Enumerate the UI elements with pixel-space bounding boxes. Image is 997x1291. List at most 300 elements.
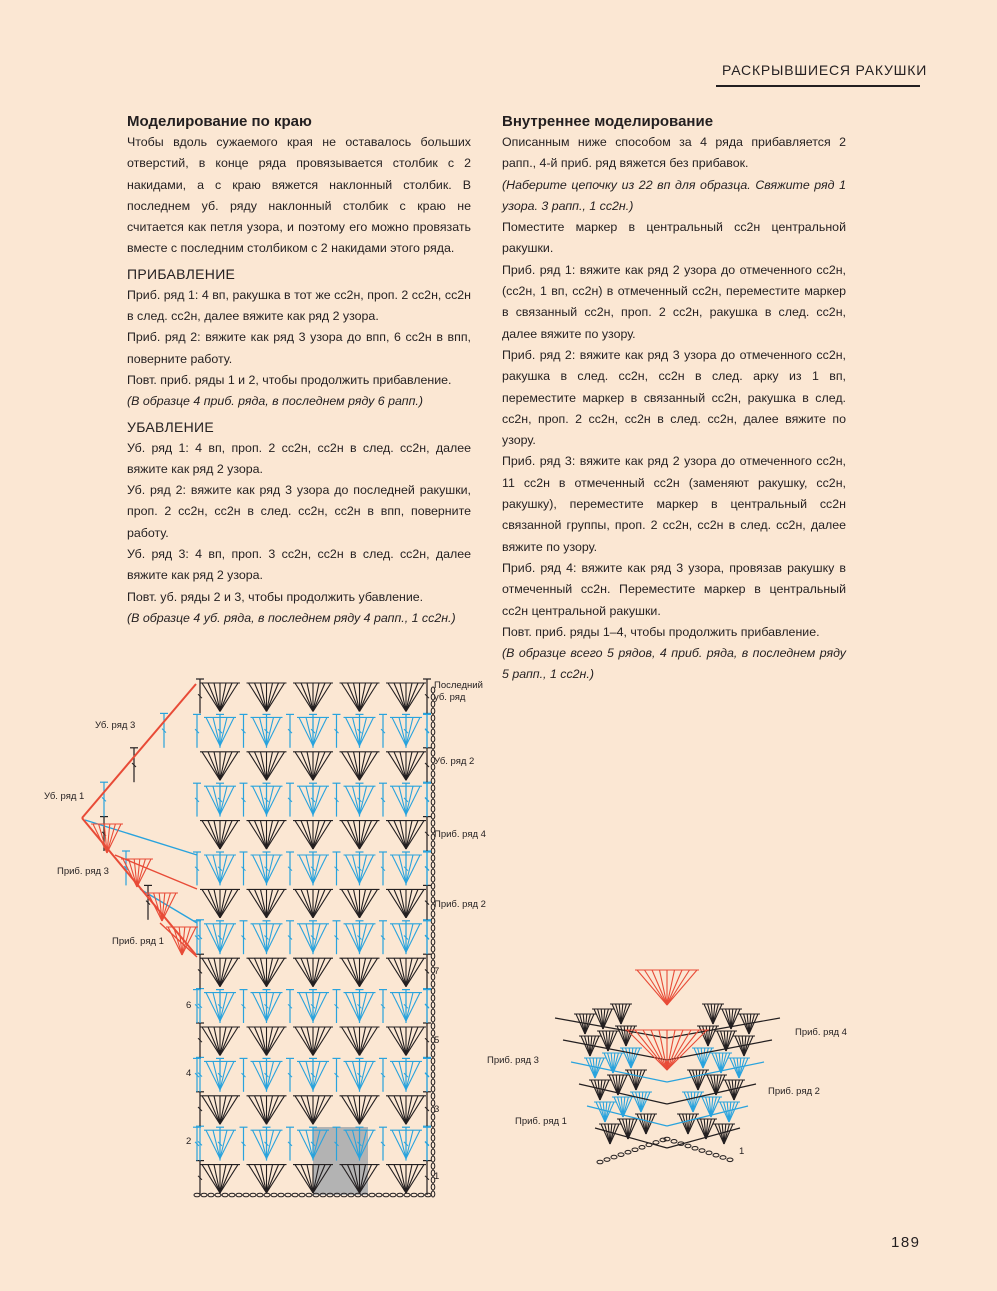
shell-stitch: [353, 855, 360, 883]
shell-stitch: [306, 1061, 313, 1089]
chevron-edge: [667, 1062, 764, 1082]
inc-note: (В образце 4 приб. ряда, в последнем ряду 6 рапп.): [127, 394, 423, 409]
chain-stitch: [431, 932, 435, 938]
chain-stitch: [431, 1184, 435, 1190]
shell-stitch: [255, 1096, 267, 1124]
chain-stitch: [671, 1140, 677, 1144]
shell-stitch: [208, 889, 220, 917]
label-row7: 7: [434, 966, 440, 977]
chain-stitch: [431, 1149, 435, 1155]
shell-stitch: [206, 924, 220, 952]
shell-stitch: [306, 1130, 313, 1158]
shell-stitch: [220, 993, 234, 1021]
chain-stitch: [720, 1156, 726, 1160]
label-r-row1: 1: [739, 1146, 745, 1157]
chain-stitch: [699, 1149, 705, 1153]
shell-stitch: [346, 786, 360, 814]
shell-stitch: [360, 821, 372, 849]
inc-row-2: Приб. ряд 2: вяжите как ряд 3 узора до впп, 6 сс2н в впп, поверните работу.: [127, 330, 471, 366]
shell-stitch: [253, 1130, 267, 1158]
shell-stitch: [348, 958, 360, 986]
shell-stitch: [299, 786, 313, 814]
chain-stitch: [390, 1193, 396, 1197]
right-p3: Приб. ряд 1: вяжите как ряд 2 узора до отмеченного сс2н, (сс2н, 1 вп, сс2н) в отмеченный сс2н, переместите маркер в связанный сс2н, проп. 2 сс2н, ракушка в след. сс2н, далее вяжите по узору.: [502, 262, 846, 341]
chain-stitch: [431, 1072, 435, 1078]
chain-stitch: [369, 1193, 375, 1197]
shell-stitch: [253, 924, 267, 952]
dec-row-1: Уб. ряд 1: 4 вп, проп. 2 сс2н, сс2н в след. сс2н, далее вяжите как ряд 2 узора.: [127, 440, 471, 476]
chain-stitch: [425, 1193, 431, 1197]
shell-stitch: [394, 1165, 406, 1193]
shell-stitch: [301, 1096, 313, 1124]
label-dec3: Уб. ряд 3: [95, 720, 136, 731]
chain-stitch: [201, 1193, 207, 1197]
shell-stitch: [306, 924, 313, 952]
shell-stitch: [208, 1027, 220, 1055]
shell-stitch: [220, 821, 232, 849]
chain-stitch: [713, 1153, 719, 1157]
shell-stitch: [206, 993, 220, 1021]
chain-stitch: [431, 778, 435, 784]
shell-stitch: [392, 1061, 406, 1089]
shell-stitch: [394, 821, 406, 849]
chain-stitch: [685, 1144, 691, 1148]
shell-stitch: [406, 889, 418, 917]
chain-stitch: [431, 708, 435, 714]
chain-stitch: [431, 1016, 435, 1022]
shell-stitch: [313, 821, 325, 849]
shell-stitch: [267, 821, 279, 849]
shell-stitch: [301, 889, 313, 917]
shell-stitch: [313, 958, 325, 986]
right-p5: Приб. ряд 3: вяжите как ряд 2 узора до отмеченного сс2н, 11 сс2н в отмеченный сс2н (заменяют ракушку, сс2н, ракушку), переместите маркер в центральный сс2н связанной группы, проп. 2 сс2н, сс2н в след. сс2н, далее вяжите по узору.: [502, 454, 846, 554]
chain-stitch: [431, 939, 435, 945]
shell-stitch: [353, 924, 360, 952]
label-dec2: Уб. ряд 2: [434, 756, 475, 767]
shell-stitch: [213, 786, 220, 814]
shell-stitch: [267, 855, 281, 883]
shell-stitch: [346, 1061, 360, 1089]
shell-stitch: [253, 993, 267, 1021]
chain-stitch: [431, 925, 435, 931]
shell-stitch: [360, 1027, 372, 1055]
chain-stitch: [431, 729, 435, 735]
chain-stitch: [431, 918, 435, 924]
shell-stitch: [267, 958, 279, 986]
chain-stitch: [639, 1146, 645, 1150]
chain-stitch: [243, 1193, 249, 1197]
chain-stitch: [431, 883, 435, 889]
shell-stitch: [399, 924, 406, 952]
shell-stitch: [635, 1030, 667, 1070]
shell-stitch: [306, 786, 313, 814]
chain-stitch: [431, 869, 435, 875]
shell-stitch: [406, 786, 420, 814]
chain-stitch: [660, 1138, 666, 1142]
right-note1: (Наберите цепочку из 22 вп для образца. Свяжите ряд 1 узора. 3 рапп., 1 сс2н.): [502, 177, 846, 213]
shell-stitch: [220, 1165, 232, 1193]
chain-stitch: [431, 792, 435, 798]
shell-stitch: [353, 1061, 360, 1089]
chevron-edge: [555, 1018, 667, 1038]
shell-stitch: [394, 1027, 406, 1055]
chain-stitch: [431, 1079, 435, 1085]
chevron-edge: [667, 1018, 780, 1038]
shell-stitch: [392, 1130, 406, 1158]
chain-stitch: [411, 1193, 417, 1197]
shell-stitch: [206, 1130, 220, 1158]
shell-stitch: [213, 924, 220, 952]
chain-stitch: [383, 1193, 389, 1197]
shell-stitch: [360, 1096, 372, 1124]
shell-stitch: [394, 958, 406, 986]
page-number: 189: [891, 1234, 921, 1251]
shell-stitch: [267, 924, 281, 952]
right-p4: Приб. ряд 2: вяжите как ряд 3 узора до отмеченного сс2н, ракушка в след. сс2н, сс2н в след. арку из 1 вп, переместите маркер в связанный сс2н, ракушка в след. сс2н, проп. 2 сс2н, сс2н в след. сс2н, далее вяжите по узору.: [502, 347, 846, 448]
chain-stitch: [299, 1193, 305, 1197]
chain-stitch: [727, 1158, 733, 1162]
chain-stitch: [376, 1193, 382, 1197]
shell-stitch: [299, 1130, 313, 1158]
label-r-inc2: Приб. ряд 2: [768, 1086, 820, 1097]
shell-stitch: [220, 1061, 234, 1089]
shell-stitch: [301, 958, 313, 986]
shell-stitch: [313, 1027, 325, 1055]
shell-stitch: [406, 821, 418, 849]
shell-stitch: [399, 717, 406, 745]
chain-stitch: [418, 1193, 424, 1197]
shell-stitch: [399, 855, 406, 883]
chain-stitch: [222, 1193, 228, 1197]
right-p1: Описанным ниже способом за 4 ряда прибавляется 2 рапп., 4-й приб. ряд вяжется без прибавок.: [502, 135, 846, 171]
shell-stitch: [406, 958, 418, 986]
chain-stitch: [306, 1193, 312, 1197]
dec-row-3: Уб. ряд 3: 4 вп, проп. 3 сс2н, сс2н в след. сс2н, далее вяжите как ряд 2 узора.: [127, 547, 471, 583]
shell-stitch: [253, 717, 267, 745]
shell-stitch: [313, 924, 327, 952]
chain-stitch: [431, 715, 435, 721]
left-intro: Чтобы вдоль сужаемого края не оставалось больших отверстий, в конце ряда провязывается столбик с 2 накидами, а с краю вяжется наклонный столбик. В последнем уб. ряду наклонный столбик с краю не считается как петля узора, и поэтому его можно провязать вместе с последним столбиком с 2 накидами этого ряда.: [127, 135, 471, 256]
chain-stitch: [431, 995, 435, 1001]
shell-stitch: [255, 958, 267, 986]
chain-stitch: [706, 1151, 712, 1155]
shell-stitch: [406, 1130, 420, 1158]
shell-stitch: [353, 993, 360, 1021]
shell-stitch: [406, 717, 420, 745]
shell-stitch: [392, 855, 406, 883]
chain-stitch: [431, 1135, 435, 1141]
right-note2: (В образце всего 5 рядов, 4 приб. ряда, в последнем ряду 5 рапп., 1 сс2н.): [502, 646, 846, 682]
shell-stitch: [260, 786, 267, 814]
shell-stitch: [348, 1027, 360, 1055]
chain-stitch: [431, 1002, 435, 1008]
dec-note: (В образце 4 уб. ряда, в последнем ряду 4 рапп., 1 сс2н.): [127, 610, 456, 625]
shell-stitch: [306, 717, 313, 745]
shell-stitch: [255, 1165, 267, 1193]
chain-stitch: [431, 1121, 435, 1127]
shell-stitch: [220, 717, 234, 745]
shell-stitch: [220, 855, 234, 883]
chain-stitch: [264, 1193, 270, 1197]
chain-stitch: [257, 1193, 263, 1197]
shell-stitch: [348, 752, 360, 780]
shell-stitch: [299, 924, 313, 952]
chain-stitch: [431, 799, 435, 805]
shell-stitch: [301, 1027, 313, 1055]
shell-stitch: [346, 924, 360, 952]
shell-stitch: [260, 1130, 267, 1158]
chain-stitch: [431, 848, 435, 854]
chain-stitch: [611, 1155, 617, 1159]
shell-stitch: [253, 855, 267, 883]
chain-stitch: [431, 785, 435, 791]
shell-stitch: [346, 717, 360, 745]
shell-stitch: [253, 1061, 267, 1089]
chain-stitch: [604, 1158, 610, 1162]
chain-stitch: [208, 1193, 214, 1197]
shell-stitch: [220, 1096, 232, 1124]
shell-stitch: [260, 993, 267, 1021]
shell-stitch: [208, 958, 220, 986]
decrease-heading: УБАВЛЕНИЕ: [127, 418, 215, 435]
chain-stitch: [431, 743, 435, 749]
shell-stitch: [348, 889, 360, 917]
shell-stitch: [313, 1096, 325, 1124]
shell-stitch: [220, 752, 232, 780]
chain-stitch: [431, 890, 435, 896]
shell-stitch: [399, 1130, 406, 1158]
shell-stitch: [394, 752, 406, 780]
shell-stitch: [360, 752, 372, 780]
inc-row-1: Приб. ряд 1: 4 вп, ракушка в тот же сс2н, проп. 2 сс2н, сс2н в след. сс2н, далее вяжите как ряд 2 узора.: [127, 287, 471, 324]
shell-stitch: [267, 1061, 281, 1089]
chain-stitch: [431, 911, 435, 917]
shell-stitch: [394, 683, 406, 711]
chain-stitch: [431, 1191, 435, 1197]
shell-stitch: [208, 683, 220, 711]
chain-stitch: [431, 981, 435, 987]
shell-stitch: [399, 1061, 406, 1089]
marker-dot: [665, 1061, 669, 1065]
shell-stitch: [360, 889, 372, 917]
chain-stitch: [236, 1193, 242, 1197]
shell-stitch: [360, 786, 374, 814]
label-row4: 4: [186, 1068, 192, 1079]
shell-stitch: [360, 958, 372, 986]
shell-stitch: [406, 1027, 418, 1055]
shell-stitch: [267, 1130, 281, 1158]
chain-stitch: [278, 1193, 284, 1197]
shell-stitch: [313, 1061, 327, 1089]
shell-stitch: [213, 1130, 220, 1158]
chain-stitch: [431, 946, 435, 952]
chevron-edge: [667, 1084, 756, 1104]
shell-stitch: [406, 1061, 420, 1089]
shell-stitch: [313, 889, 325, 917]
shell-stitch: [406, 1096, 418, 1124]
shell-stitch: [399, 786, 406, 814]
shell-stitch: [313, 993, 327, 1021]
chain-stitch: [431, 813, 435, 819]
shell-stitch: [206, 855, 220, 883]
shell-stitch: [394, 889, 406, 917]
shell-stitch: [306, 855, 313, 883]
shell-stitch: [394, 1096, 406, 1124]
shell-stitch: [667, 970, 682, 1005]
shell-stitch: [313, 752, 325, 780]
shell-stitch: [267, 1096, 279, 1124]
shell-stitch: [260, 924, 267, 952]
shell-stitch: [208, 1096, 220, 1124]
chain-stitch: [431, 1023, 435, 1029]
chain-stitch: [431, 953, 435, 959]
shell-stitch: [220, 889, 232, 917]
chain-stitch: [431, 1051, 435, 1057]
chain-stitch: [397, 1193, 403, 1197]
label-r-inc1: Приб. ряд 1: [515, 1116, 567, 1127]
shell-stitch: [220, 1130, 234, 1158]
shell-stitch: [406, 752, 418, 780]
shell-stitch: [360, 924, 374, 952]
chain-stitch: [653, 1141, 659, 1145]
chain-stitch: [431, 722, 435, 728]
shell-stitch: [255, 752, 267, 780]
shell-stitch: [220, 683, 232, 711]
chain-stitch: [431, 876, 435, 882]
shell-stitch: [255, 821, 267, 849]
chain-stitch: [431, 841, 435, 847]
label-dec1: Уб. ряд 1: [44, 791, 85, 802]
edge-stitch: [85, 820, 197, 855]
shell-stitch: [313, 855, 327, 883]
right-p6: Приб. ряд 4: вяжите как ряд 3 узора, провязав ракушку в отмеченный сс2н. Переместите маркер в центральный сс2н центральной ракушки.: [502, 560, 846, 618]
chain-stitch: [250, 1193, 256, 1197]
label-r-inc4: Приб. ряд 4: [795, 1027, 847, 1038]
chain-stitch: [431, 1142, 435, 1148]
label-row5: 5: [434, 1035, 440, 1046]
shell-stitch: [353, 786, 360, 814]
shell-stitch: [348, 683, 360, 711]
shell-stitch: [348, 821, 360, 849]
shell-stitch: [301, 683, 313, 711]
shell-stitch: [299, 855, 313, 883]
shell-stitch: [406, 993, 420, 1021]
shell-stitch: [253, 786, 267, 814]
label-inc2: Приб. ряд 2: [434, 899, 486, 910]
label-last-dec: Последний уб. ряд: [434, 680, 483, 703]
shell-stitch: [406, 855, 420, 883]
chain-stitch: [664, 1137, 670, 1141]
chain-stitch: [632, 1148, 638, 1152]
shell-stitch: [213, 993, 220, 1021]
chain-stitch: [431, 1156, 435, 1162]
shell-stitch: [267, 1165, 279, 1193]
inc-edge: [82, 818, 196, 955]
shell-stitch: [392, 717, 406, 745]
shell-stitch: [667, 970, 697, 1005]
shell-stitch: [213, 1061, 220, 1089]
shell-stitch: [220, 1027, 232, 1055]
shell-stitch: [392, 993, 406, 1021]
increase-heading: ПРИБАВЛЕНИЕ: [127, 265, 236, 282]
shell-stitch: [213, 717, 220, 745]
chain-stitch: [404, 1193, 410, 1197]
chapter-title: РАСКРЫВШИЕСЯ РАКУШКИ: [722, 62, 928, 78]
shell-stitch: [360, 683, 372, 711]
shell-stitch: [220, 924, 234, 952]
shell-stitch: [652, 970, 667, 1005]
chain-stitch: [431, 1058, 435, 1064]
shell-stitch: [255, 683, 267, 711]
label-row1: 1: [434, 1171, 440, 1182]
chain-stitch: [229, 1193, 235, 1197]
shell-stitch: [260, 855, 267, 883]
shell-stitch: [220, 786, 234, 814]
shell-stitch: [267, 786, 281, 814]
chain-stitch: [625, 1150, 631, 1154]
shell-stitch: [392, 924, 406, 952]
shell-stitch: [213, 855, 220, 883]
shell-stitch: [313, 717, 327, 745]
shell-stitch: [667, 1030, 699, 1070]
shell-stitch: [360, 855, 374, 883]
shell-stitch: [346, 855, 360, 883]
chain-stitch: [431, 1093, 435, 1099]
chain-stitch: [194, 1193, 200, 1197]
shell-stitch: [353, 717, 360, 745]
chevron-edge: [579, 1084, 667, 1104]
dec-repeat: Повт. уб. ряды 2 и 3, чтобы продолжить убавление.: [127, 589, 424, 604]
chain-stitch: [431, 1086, 435, 1092]
shell-stitch: [267, 993, 281, 1021]
shell-stitch: [208, 821, 220, 849]
chain-stitch: [431, 820, 435, 826]
shell-stitch: [220, 958, 232, 986]
label-inc1: Приб. ряд 1: [112, 936, 164, 947]
chain-stitch: [285, 1193, 291, 1197]
chain-stitch: [597, 1160, 603, 1164]
right-p2: Поместите маркер в центральный сс2н центральной ракушки.: [502, 220, 846, 256]
label-row6: 6: [186, 1000, 192, 1011]
edge-stitch: [160, 923, 197, 957]
shell-stitch: [406, 683, 418, 711]
shell-stitch: [346, 993, 360, 1021]
chain-stitch: [431, 736, 435, 742]
chain-stitch: [431, 1163, 435, 1169]
right-title: Внутреннее моделирование: [502, 113, 714, 130]
shell-stitch: [208, 1165, 220, 1193]
shell-stitch: [255, 1027, 267, 1055]
dec-row-2: Уб. ряд 2: вяжите как ряд 3 узора до последней ракушки, проп. 2 сс2н, сс2н в след. сс2н, сс2н в впп, поверните работу.: [127, 483, 471, 540]
shell-stitch: [406, 1165, 418, 1193]
shell-stitch: [392, 786, 406, 814]
shell-stitch: [267, 889, 279, 917]
shell-stitch: [637, 970, 667, 1005]
shell-stitch: [267, 717, 281, 745]
right-p7: Повт. приб. ряды 1–4, чтобы продолжить прибавление.: [502, 624, 820, 639]
shell-stitch: [301, 1165, 313, 1193]
chain-stitch: [431, 862, 435, 868]
chain-stitch: [431, 1009, 435, 1015]
chain-stitch: [431, 806, 435, 812]
chain-stitch: [431, 988, 435, 994]
dec-edge: [82, 684, 196, 818]
chain-stitch: [431, 1128, 435, 1134]
shell-stitch: [306, 993, 313, 1021]
shell-stitch: [360, 1061, 374, 1089]
chain-stitch: [431, 855, 435, 861]
chain-stitch: [692, 1146, 698, 1150]
